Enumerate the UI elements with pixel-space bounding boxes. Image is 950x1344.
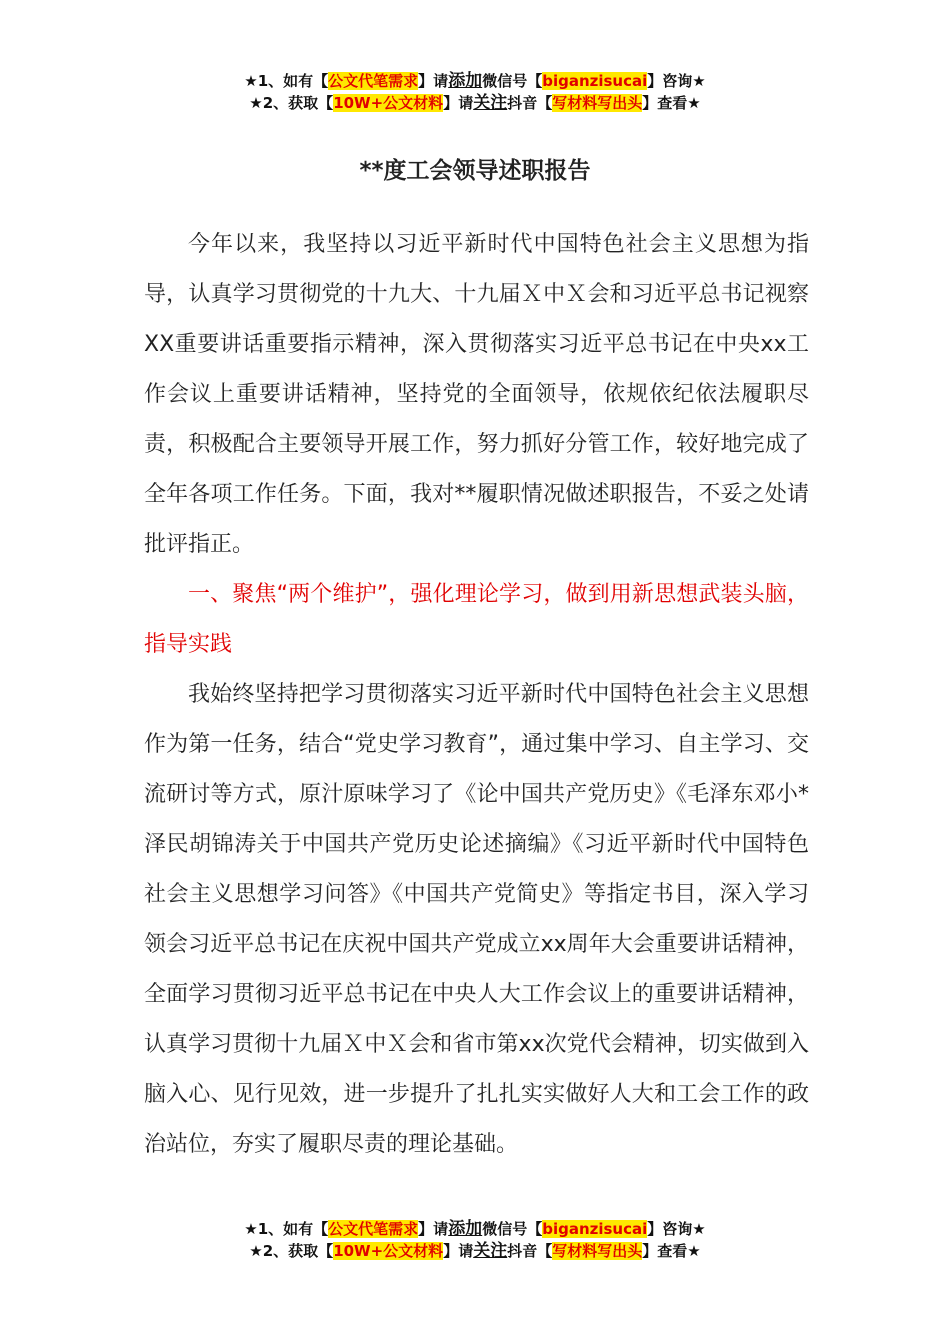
banner-highlight: 公文代笔需求: [328, 72, 419, 90]
body-paragraph-intro: 今年以来，我坚持以习近平新时代中国特色社会主义思想为指导，认真学习贯彻党的十九大、十九届Ｘ中Ｘ会和习近平总书记视察XX重要讲话重要指示精神，深入贯彻落实习近平总书记在中央xx工作会议上重要讲话精神，坚持党的全面领导，依规依纪依法履职尽责，积极配合主要领导开展工作，努力抓好分管工作，较好地完成了全年各项工作任务。下面，我对**履职情况做述职报告，不妥之处请批评指正。: [144, 232, 809, 557]
banner-highlight: 写材料写出头: [552, 1242, 643, 1260]
banner-text: ★1、如有【: [244, 1220, 329, 1238]
banner-emphasis: 添加: [448, 71, 483, 91]
section-heading-1: 一、聚焦“两个维护”，强化理论学习，做到用新思想武装头脑，指导实践: [144, 582, 809, 657]
banner-highlight: 公文代笔需求: [328, 1220, 419, 1238]
banner-emphasis: 关注: [473, 93, 508, 113]
banner-text: 】咨询★: [647, 1220, 706, 1238]
banner-emphasis: 关注: [473, 1241, 508, 1261]
banner-highlight: 10W+公文材料: [333, 1242, 444, 1260]
bottom-banner: [0, 1218, 950, 1262]
banner-highlight: 10W+公文材料: [333, 94, 444, 112]
banner-text: 】请: [418, 1220, 449, 1238]
banner-line-2: [0, 1240, 950, 1262]
banner-text: 】请: [443, 94, 474, 112]
banner-text: 】咨询★: [647, 72, 706, 90]
banner-highlight: biganzisucai: [542, 1220, 648, 1238]
banner-text: 】查看★: [642, 94, 701, 112]
body-paragraph-section-1: 我始终坚持把学习贯彻落实习近平新时代中国特色社会主义思想作为第一任务，结合“党史学习教育”，通过集中学习、自主学习、交流研讨等方式，原汁原味学习了《论中国共产党历史》《毛泽东邓小*泽民胡锦涛关于中国共产党历史论述摘编》《习近平新时代中国特色社会主义思想学习问答》《中国共产党简史》等指定书目，深入学习领会习近平总书记在庆祝中国共产党成立xx周年大会重要讲话精神，全面学习贯彻习近平总书记在中央人大工作会议上的重要讲话精神，认真学习贯彻十九届Ｘ中Ｘ会和省市第xx次党代会精神，切实做到入脑入心、见行见效，进一步提升了扎扎实实做好人大和工会工作的政治站位，夯实了履职尽责的理论基础。: [144, 682, 809, 1157]
banner-text: 抖音【: [507, 1242, 553, 1260]
banner-text: 微信号【: [482, 72, 543, 90]
banner-emphasis: 添加: [448, 1219, 483, 1239]
banner-highlight: 写材料写出头: [552, 94, 643, 112]
banner-highlight: biganzisucai: [542, 72, 648, 90]
banner-line-1: [0, 1218, 950, 1240]
banner-text: ★2、获取【: [249, 1242, 334, 1260]
top-banner: [0, 70, 950, 114]
banner-text: 抖音【: [507, 94, 553, 112]
banner-line-2: [0, 92, 950, 114]
banner-text: 】查看★: [642, 1242, 701, 1260]
banner-text: ★2、获取【: [249, 94, 334, 112]
banner-line-1: [0, 70, 950, 92]
banner-text: ★1、如有【: [244, 72, 329, 90]
banner-text: 】请: [443, 1242, 474, 1260]
banner-text: 微信号【: [482, 1220, 543, 1238]
document-title: **度工会领导述职报告: [359, 158, 591, 184]
banner-text: 】请: [418, 72, 449, 90]
